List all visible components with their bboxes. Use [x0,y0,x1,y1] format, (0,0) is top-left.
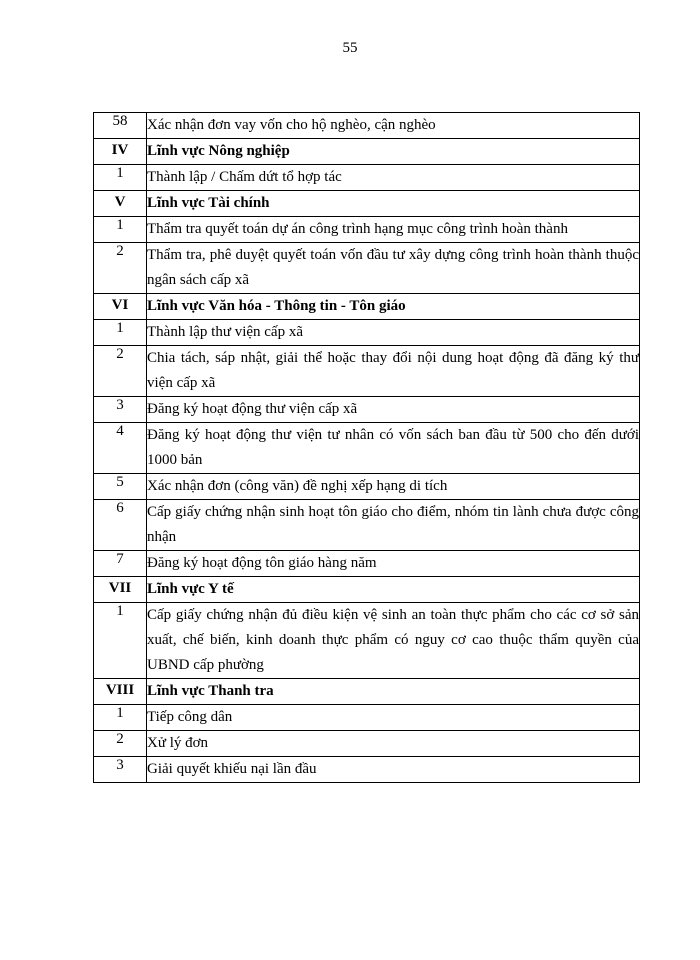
table-row [94,757,640,783]
section-number: VI [94,294,147,320]
row-number: 1 [94,217,147,243]
table-row [94,731,640,757]
procedure-name: Đăng ký hoạt động thư viện cấp xã [147,397,640,423]
procedure-name: Cấp giấy chứng nhận đủ điều kiện vệ sinh an toàn thực phẩm cho các cơ sở sản xuất, chế biến, kinh doanh thực phẩm có nguy cơ cao thuộc thẩm quyền của UBND cấp phường [147,603,640,679]
section-title: Lĩnh vực Nông nghiệp [147,139,640,165]
procedure-name: Cấp giấy chứng nhận sinh hoạt tôn giáo cho điểm, nhóm tin lành chưa được công nhận [147,500,640,551]
procedure-name: Đăng ký hoạt động tôn giáo hàng năm [147,551,640,577]
table-row [94,474,640,500]
table-row [94,346,640,397]
section-number: V [94,191,147,217]
row-number: 3 [94,397,147,423]
table-row [94,705,640,731]
row-number: 7 [94,551,147,577]
procedure-name: Thành lập thư viện cấp xã [147,320,640,346]
table-row [94,397,640,423]
row-number: 1 [94,165,147,191]
procedure-name: Thẩm tra quyết toán dự án công trình hạng mục công trình hoàn thành [147,217,640,243]
table-row [94,551,640,577]
procedures-table-body [94,113,640,783]
procedure-name: Xác nhận đơn (công văn) đề nghị xếp hạng di tích [147,474,640,500]
table-row [94,320,640,346]
page-number: 55 [342,40,358,56]
row-number: 2 [94,243,147,294]
row-number: 5 [94,474,147,500]
table-row [94,165,640,191]
section-row [94,679,640,705]
section-number: IV [94,139,147,165]
section-number: VII [94,577,147,603]
table-row [94,243,640,294]
section-row [94,294,640,320]
procedures-table [93,112,640,783]
procedure-name: Thành lập / Chấm dứt tổ hợp tác [147,165,640,191]
table-row [94,500,640,551]
row-number: 1 [94,603,147,679]
row-number: 3 [94,757,147,783]
section-row [94,139,640,165]
procedure-name: Xử lý đơn [147,731,640,757]
row-number: 6 [94,500,147,551]
section-title: Lĩnh vực Tài chính [147,191,640,217]
procedure-name: Tiếp công dân [147,705,640,731]
section-title: Lĩnh vực Thanh tra [147,679,640,705]
table-row [94,113,640,139]
section-row [94,191,640,217]
table-row [94,603,640,679]
row-number: 1 [94,705,147,731]
procedure-name: Giải quyết khiếu nại lần đầu [147,757,640,783]
table-row [94,217,640,243]
section-title: Lĩnh vực Văn hóa - Thông tin - Tôn giáo [147,294,640,320]
section-title: Lĩnh vực Y tế [147,577,640,603]
table-row [94,423,640,474]
procedure-name: Thẩm tra, phê duyệt quyết toán vốn đầu tư xây dựng công trình hoàn thành thuộc ngân sách cấp xã [147,243,640,294]
row-number: 2 [94,731,147,757]
row-number: 2 [94,346,147,397]
procedure-name: Xác nhận đơn vay vốn cho hộ nghèo, cận nghèo [147,113,640,139]
row-number: 4 [94,423,147,474]
row-number: 58 [94,113,147,139]
procedure-name: Đăng ký hoạt động thư viện tư nhân có vốn sách ban đầu từ 500 cho đến dưới 1000 bản [147,423,640,474]
procedure-name: Chia tách, sáp nhật, giải thể hoặc thay đổi nội dung hoạt động đã đăng ký thư viện cấp xã [147,346,640,397]
section-row [94,577,640,603]
section-number: VIII [94,679,147,705]
row-number: 1 [94,320,147,346]
